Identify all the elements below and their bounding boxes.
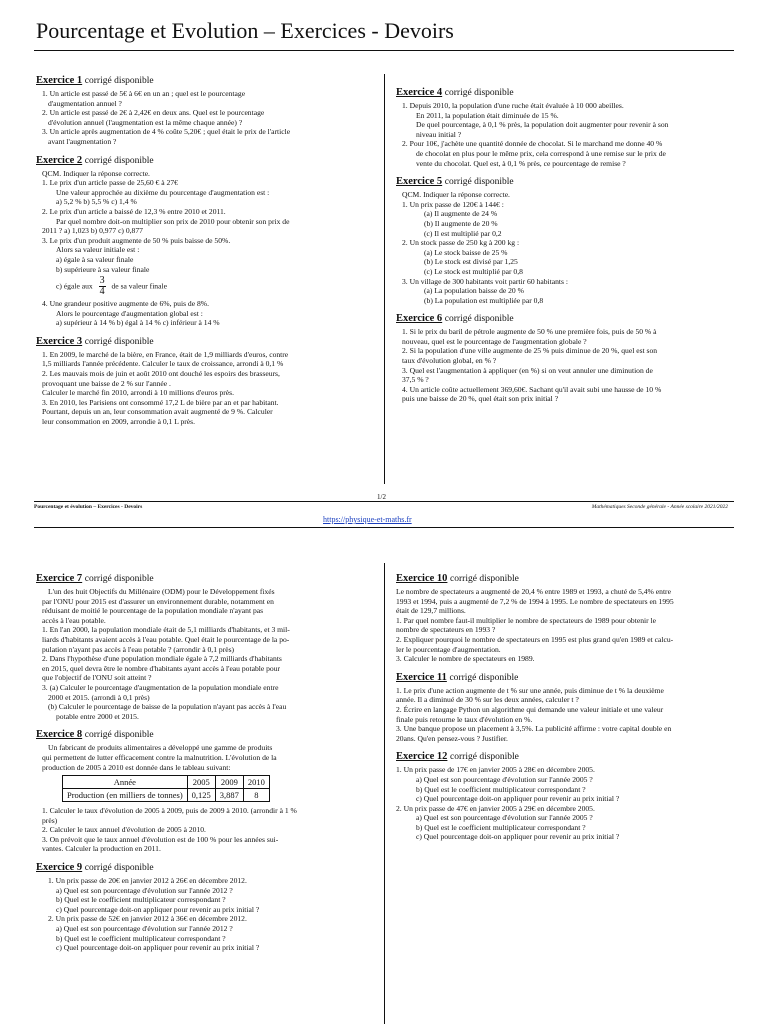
- text-line: réduisant de moitié le pourcentage de la population mondiale n'ayant pas: [42, 606, 264, 616]
- corrige-link[interactable]: corrigé disponible: [84, 730, 154, 741]
- footer-rule: [34, 501, 734, 502]
- exercise-title: Exercice 7: [36, 573, 83, 584]
- column-top-left: [36, 74, 376, 434]
- text-line: production de 2005 à 2010 est donnée dans le tableau suivant:: [42, 762, 231, 772]
- text-line: puis une baisse de 20 %, quel était son prix initial ?: [402, 394, 559, 404]
- column-top-right: [396, 86, 736, 411]
- corrige-link[interactable]: corrigé disponible: [444, 177, 514, 188]
- text-line: 2. Les mauvais mois de juin et août 2010 ont douché les espoirs des brasseurs,: [42, 369, 280, 379]
- text-line: 1. Par quel nombre faut-il multiplier le nombre de spectateurs de 1989 pour obtenir le: [396, 615, 657, 625]
- table-header-row: [63, 776, 270, 789]
- text-line: 1. Un prix passe de 20€ en janvier 2012 à 26€ en décembre 2012.: [48, 876, 247, 886]
- text-line: b) Quel est le coefficient multiplicateur correspondant ?: [416, 784, 586, 794]
- text-line: 1,5 milliards l'année précédente. Calculer le taux de croissance, arrondi à 0,1 %: [42, 359, 284, 369]
- text-line: 4. Un article coûte actuellement 369,60€. Sachant qu'il avait subi une hausse de 10 %: [402, 384, 662, 394]
- text-line: 1. Un article est passé de 5€ à 6€ en un an ; quel est le pourcentage: [42, 89, 246, 98]
- corrige-link[interactable]: corrigé disponible: [84, 863, 154, 874]
- text-line: (a) La population baisse de 20 %: [424, 286, 524, 296]
- text-line: c) Quel pourcentage doit-on appliquer pour revenir au prix initial ?: [416, 794, 620, 804]
- text-line: QCM. Indiquer la réponse correcte.: [402, 190, 510, 200]
- text-line: provoquant une baisse de 2 % sur l'année .: [42, 378, 171, 388]
- table-cell: 8: [243, 789, 269, 802]
- text-line: était de 129,7 millions.: [396, 606, 466, 616]
- exercise-title: Exercice 12: [396, 751, 448, 763]
- text-line: 20ans. Qu'en pensez-vous ? Justifier.: [396, 733, 508, 743]
- text-line: a) Quel est son pourcentage d'évolution sur l'année 2012 ?: [56, 924, 233, 934]
- text-line: Le nombre de spectateurs a augmenté de 20,4 % entre 1989 et 1993, a chuté de 5,4% entre: [396, 587, 671, 596]
- text-line: 2. Un prix passe de 52€ en janvier 2012 à 36€ en décembre 2012.: [48, 914, 247, 924]
- text-line: 1. Un prix passe de 120€ à 144€ :: [402, 199, 504, 209]
- table-row: [63, 789, 270, 802]
- corrige-link[interactable]: corrigé disponible: [84, 155, 154, 166]
- exercise-title: Exercice 5: [396, 176, 443, 188]
- text-line: finale puis retourne le taux d'évolution en %.: [396, 714, 533, 724]
- text-line: nombre de spectateurs en 1993 ?: [396, 625, 496, 635]
- text-line: avant l'augmentation ?: [48, 136, 117, 146]
- footer-right: Mathématiques Seconde générale - Année scolaire 2021/2022: [591, 504, 728, 510]
- text-line: près): [42, 815, 58, 825]
- text-line: que l'objectif de l'ONU soit atteint ?: [42, 673, 152, 683]
- text-line: c) Quel pourcentage doit-on appliquer pour revenir au prix initial ?: [416, 832, 620, 842]
- text-line: Une valeur approchée au dixième du pourcentage d'augmentation est :: [56, 187, 270, 197]
- text-line: a) 5,2 % b) 5,5 % c) 1,4 %: [56, 197, 137, 207]
- text-line: c) Quel pourcentage doit-on appliquer pour revenir au prix initial ?: [56, 943, 260, 953]
- exercise-title: Exercice 2: [36, 154, 83, 166]
- text-line: 3. Quel est l'augmentation à appliquer (en %) si on veut annuler une diminution de: [402, 365, 653, 375]
- text-line: 2. Écrire en langage Python un algorithme qui demande une valeur initiale et une valeur: [396, 704, 664, 714]
- text-line: 3. (a) Calculer le pourcentage d'augmentation de la population mondiale entre: [42, 682, 279, 692]
- exercise-10: [396, 572, 736, 664]
- text-line: (c) Le stock est multiplié par 0,8: [424, 266, 523, 276]
- text-line: leur consommation en 2009, arrondie à 0,1 L près.: [42, 417, 196, 427]
- table-header-cell: 2009: [215, 776, 243, 789]
- corrige-link[interactable]: corrigé disponible: [450, 752, 519, 763]
- corrige-link[interactable]: corrigé disponible: [450, 574, 519, 584]
- text-line: 2. Un article est passé de 2€ à 2,42€ en deux ans. Quel est le pourcentage: [42, 108, 265, 118]
- text-line: 37,5 % ?: [402, 375, 429, 385]
- exercise-3: [36, 335, 376, 427]
- text-line: en 2015, quel devra être le nombre d'habitants ayant accès à l'eau potable pour: [42, 663, 281, 673]
- title-rule: [34, 50, 734, 51]
- exercise-title: Exercice 10: [396, 573, 448, 584]
- exercise-4: [396, 86, 736, 168]
- text-line: c) Quel pourcentage doit-on appliquer pour revenir au prix initial ?: [56, 904, 260, 914]
- text-line: 1993 et 1994, puis a augmenté de 7,2 % de 1994 à 1995. Le nombre de spectateurs en 1995: [396, 596, 674, 606]
- text-line: année. Il a diminué de 30 % sur les deux années, calculer t ?: [396, 695, 579, 705]
- text-line: 2011 ? a) 1,023 b) 0,977 c) 0,877: [42, 226, 143, 236]
- text-line: 3. Calculer le nombre de spectateurs en 1989.: [396, 654, 535, 664]
- text-line: En 2011, la population était diminuée de 15 %.: [416, 110, 559, 120]
- exercise-11: [396, 671, 736, 744]
- text-line: 3. Un village de 300 habitants voit partir 60 habitants :: [402, 276, 568, 286]
- fraction-denominator: 4: [99, 286, 105, 298]
- corrige-link[interactable]: corrigé disponible: [84, 76, 154, 86]
- column-divider-bottom: [384, 563, 385, 1024]
- fraction-line: [36, 276, 376, 297]
- text-line: 3. Une banque propose un placement à 3,5%. La publicité affirme : votre capital double en: [396, 724, 672, 734]
- page-number: 1/2: [377, 493, 386, 501]
- text-line: Un fabricant de produits alimentaires a développé une gamme de produits: [48, 743, 273, 753]
- text-line: 1. Le prix d'une action augmente de t % sur une année, puis diminue de t % la deuxième: [396, 685, 664, 695]
- site-link[interactable]: https://physique-et-maths.fr: [323, 515, 412, 524]
- text-line: a) supérieur à 14 % b) égal à 14 % c) inférieur à 14 %: [56, 318, 220, 328]
- page-break-rule: [34, 527, 734, 528]
- text-line: taux d'évolution global, en % ?: [402, 356, 497, 366]
- text-line: Alors sa valeur initiale est :: [56, 245, 140, 255]
- table-header-cell: 2005: [187, 776, 215, 789]
- text-line: b) Quel est le coefficient multiplicateur correspondant ?: [56, 933, 226, 943]
- text-line: de chocolat en plus pour le même prix, cela correspond à une remise sur le prix de: [416, 148, 666, 158]
- text-line: 1. Si le prix du baril de pétrole augmente de 50 % une première fois, puis de 50 % à: [402, 327, 657, 337]
- text-line: niveau initial ?: [416, 129, 462, 139]
- text-line: pulation n'ayant pas accès à l'eau potable ? (arrondir à 0,1 près): [42, 644, 235, 654]
- text-line: d'évolution annuel (l'augmentation est la même chaque année) ?: [48, 117, 243, 127]
- corrige-link[interactable]: corrigé disponible: [444, 314, 514, 325]
- text-line: 1. Le prix d'un article passe de 25,60 € à 27€: [42, 178, 178, 188]
- text-line: c) égale aux: [56, 281, 93, 291]
- text-line: a) Quel est son pourcentage d'évolution sur l'année 2005 ?: [416, 774, 593, 784]
- text-line: vente du chocolat. Quel est, à 0,1 % près, ce pourcentage de remise ?: [416, 158, 626, 168]
- exercise-title: Exercice 11: [396, 671, 447, 683]
- text-line: 2. Un prix passe de 47€ en janvier 2005 à 29€ en décembre 2005.: [396, 803, 595, 813]
- exercise-title: Exercice 6: [396, 313, 443, 325]
- text-line: qui permettent de lutter efficacement contre la malnutrition. L'évolution de la: [42, 752, 277, 762]
- text-line: (b) La population est multipliée par 0,8: [424, 295, 544, 305]
- text-line: b) Quel est le coefficient multiplicateur correspondant ?: [416, 822, 586, 832]
- text-line: a) égale à sa valeur finale: [56, 254, 134, 264]
- text-line: 3. Un article après augmentation de 4 % coûte 5,20€ ; quel était le prix de l'article: [42, 127, 291, 137]
- text-line: (a) Il augmente de 24 %: [424, 209, 498, 219]
- exercise-title: Exercice 4: [396, 87, 443, 98]
- exercise-7: [36, 572, 376, 721]
- exercise-6: [396, 312, 736, 404]
- text-line: 3. En 2010, les Parisiens ont consommé 17,2 L de bière par an et par habitant.: [42, 397, 279, 407]
- text-line: Pourtant, depuis un an, leur consommation avait augmenté de 9 %. Calculer: [42, 407, 273, 417]
- exercise-5: [396, 175, 736, 305]
- corrige-link[interactable]: corrigé disponible: [444, 88, 514, 98]
- text-line: (a) Le stock baisse de 25 %: [424, 247, 508, 257]
- text-line: 2. Le prix d'un article a baissé de 12,3 % entre 2010 et 2011.: [42, 206, 226, 216]
- text-line: 2000 et 2015. (arrondi à 0,1 près): [48, 692, 150, 702]
- text-line: d'augmentation annuel ?: [48, 98, 122, 108]
- text-line: 1. En l'an 2000, la population mondiale était de 5,1 milliards d'habitants, et 3 mil-: [42, 625, 290, 635]
- column-bottom-right: [396, 572, 736, 849]
- text-line: 2. Expliquer pourquoi le nombre de spectateurs en 1995 est plus grand qu'en 1989 et calcu-: [396, 634, 674, 644]
- text-line: 1. Un prix passe de 17€ en janvier 2005 à 28€ en décembre 2005.: [396, 765, 595, 775]
- text-line: (b) Il augmente de 20 %: [424, 218, 498, 228]
- text-line: b) supérieure à sa valeur finale: [56, 264, 150, 274]
- table-cell: Production (en milliers de tonnes): [63, 789, 188, 802]
- text-line: 1. Calculer le taux d'évolution de 2005 à 2009, puis de 2009 à 2010. (arrondir à 1 %: [42, 806, 297, 816]
- text-line: Calculer le marché fin 2010, arrondi à 10 millions d'euros près.: [42, 388, 235, 398]
- page-title: Pourcentage et Evolution – Exercices - Devoirs: [36, 18, 454, 43]
- table-cell: 0,125: [187, 789, 215, 802]
- exercise-12: [396, 750, 736, 842]
- corrige-link[interactable]: corrigé disponible: [84, 336, 154, 347]
- text-line: accès à l'eau potable.: [42, 615, 106, 625]
- exercise-9: [36, 861, 376, 953]
- text-line: nouveau, quel est le pourcentage de l'augmentation globale ?: [402, 336, 587, 346]
- text-line: (b) Le stock est divisé par 1,25: [424, 257, 518, 267]
- corrige-link[interactable]: corrigé disponible: [449, 672, 519, 683]
- text-line: De quel pourcentage, à 0,1 % près, la population doit augmenter pour revenir à son: [416, 120, 669, 130]
- text-line: vantes. Calculer la production en 2011.: [42, 844, 161, 854]
- text-line: 1. En 2009, le marché de la bière, en France, était de 1,9 milliards d'euros, contre: [42, 349, 289, 359]
- exercise-title: Exercice 3: [36, 335, 83, 347]
- production-table: [62, 775, 270, 802]
- text-line: 1. Depuis 2010, la population d'une ruche était évaluée à 10 000 abeilles.: [402, 101, 624, 110]
- text-line: L'un des huit Objectifs du Millénaire (ODM) pour le Développement fixés: [48, 587, 275, 596]
- text-line: 3. On prévoit que le taux annuel d'évolution est de 100 % pour les années sui-: [42, 834, 279, 844]
- text-line: de sa valeur finale: [111, 281, 167, 291]
- text-line: liards d'habitants avaient accès à l'eau potable. Quel était le pourcentage de la po-: [42, 634, 290, 644]
- fraction-numerator: 3: [99, 275, 105, 287]
- text-line: 3. Le prix d'un produit augmente de 50 % puis baisse de 50%.: [42, 235, 231, 245]
- exercise-title: Exercice 9: [36, 862, 83, 874]
- column-divider-top: [384, 74, 385, 484]
- table-header-cell: Année: [63, 776, 188, 789]
- exercise-title: Exercice 1: [36, 75, 83, 86]
- text-line: 2. Pour 10€, j'achète une quantité donnée de chocolat. Si le marchand me donne 40 %: [402, 139, 663, 149]
- exercise-1: [36, 74, 376, 147]
- corrige-link[interactable]: corrigé disponible: [84, 574, 154, 584]
- text-line: a) Quel est son pourcentage d'évolution sur l'année 2005 ?: [416, 813, 593, 823]
- text-line: par l'ONU pour 2015 est d'assurer un environnement durable, notamment en: [42, 596, 274, 606]
- exercise-2: [36, 154, 376, 328]
- text-line: (c) Il est multiplié par 0,2: [424, 228, 502, 238]
- footer-left: Pourcentage et évolution – Exercices - Devoirs: [34, 504, 143, 510]
- text-line: a) Quel est son pourcentage d'évolution sur l'année 2012 ?: [56, 885, 233, 895]
- text-line: 2. Calculer le taux annuel d'évolution de 2005 à 2010.: [42, 825, 206, 835]
- text-line: potable entre 2000 et 2015.: [56, 711, 139, 721]
- text-line: QCM. Indiquer la réponse correcte.: [42, 168, 150, 178]
- text-line: (b) Calculer le pourcentage de baisse de la population n'ayant pas accès à l'eau: [48, 702, 287, 712]
- text-line: b) Quel est le coefficient multiplicateur correspondant ?: [56, 895, 226, 905]
- fraction: [99, 276, 106, 297]
- exercise-8: [36, 728, 376, 854]
- table-header-cell: 2010: [243, 776, 269, 789]
- text-line: Par quel nombre doit-on multiplier son prix de 2010 pour obtenir son prix de: [56, 216, 290, 226]
- column-bottom-left: [36, 572, 376, 960]
- text-line: 4. Une grandeur positive augmente de 6%, puis de 8%.: [42, 299, 210, 309]
- text-line: 2. Dans l'hypothèse d'une population mondiale égale à 7,2 milliards d'habitants: [42, 654, 282, 664]
- text-line: 2. Si la population d'une ville augmente de 25 % puis diminue de 20 %, quel est son: [402, 346, 658, 356]
- exercise-title: Exercice 8: [36, 729, 83, 741]
- text-line: 2. Un stock passe de 250 kg à 200 kg :: [402, 238, 520, 248]
- text-line: ler le pourcentage d'augmentation.: [396, 644, 501, 654]
- text-line: Alors le pourcentage d'augmentation global est :: [56, 308, 203, 318]
- table-cell: 3,887: [215, 789, 243, 802]
